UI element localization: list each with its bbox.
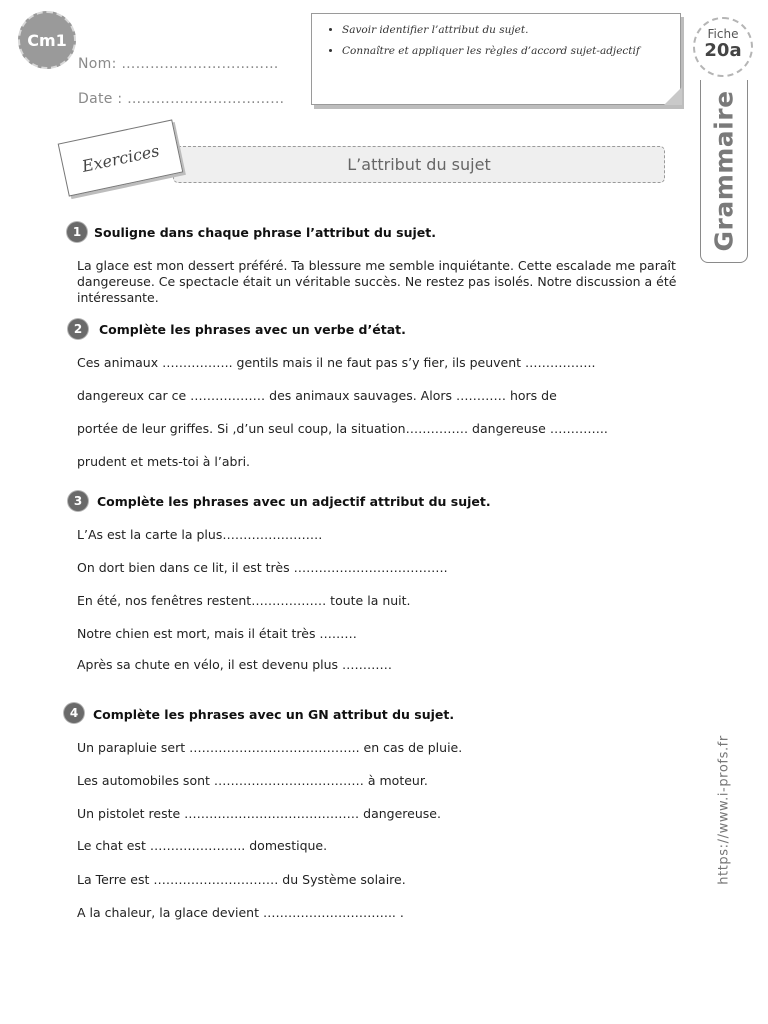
exercise-title: Souligne dans chaque phrase l’attribut du sujet. — [94, 225, 437, 240]
exercise-title: Complète les phrases avec un adjectif attribut du sujet. — [97, 494, 491, 509]
exercise-line: L’As est la carte la plus…………………… — [77, 527, 323, 542]
fiche-badge — [693, 17, 753, 77]
objectives-list — [324, 20, 672, 62]
exercise-line: La Terre est ………………………… du Système solaire. — [77, 872, 406, 887]
exercise-line: En été, nos fenêtres restent……………… toute la nuit. — [77, 593, 411, 608]
exercise-line: Après sa chute en vélo, il est devenu plus ………… — [77, 657, 393, 672]
exercise-number-badge: 2 — [68, 319, 88, 339]
name-field: Nom: …………………………… — [78, 56, 279, 72]
exercise-line: Un pistolet reste …………………………………… dangereuse. — [77, 806, 441, 821]
page-curl-decoration — [664, 87, 682, 105]
exercise-title: Complète les phrases avec un GN attribut du sujet. — [93, 707, 455, 722]
exercise-paragraph: La glace est mon dessert préféré. Ta blessure me semble inquiétante. Cette escalade me paraît dangereuse. Ce spectacle était un véritable succès. Ne restez pas isolés. Notre discussion a été intéressante. — [77, 258, 677, 305]
exercise-line: Un parapluie sert ………………………………….. en cas de pluie. — [77, 740, 463, 755]
exercise-line: Les automobiles sont ……………………………… à moteur. — [77, 773, 428, 788]
exercise-number-badge: 1 — [67, 222, 87, 242]
worksheet-title: L’attribut du sujet — [173, 146, 665, 183]
date-field: Date : …………………………… — [78, 91, 285, 107]
subject-tab-label: Grammaire — [709, 90, 739, 252]
objective-item: • Connaître et appliquer les règles d’accord sujet-adjectif — [342, 41, 672, 62]
exercise-line: Notre chien est mort, mais il était très ……… — [77, 626, 357, 641]
objective-item: • Savoir identifier l’attribut du sujet. — [342, 20, 672, 41]
exercise-title: Complète les phrases avec un verbe d’état. — [99, 322, 406, 337]
exercise-line: On dort bien dans ce lit, il est très ………………………………. — [77, 560, 448, 575]
objectives-card — [311, 13, 681, 105]
exercise-line: dangereux car ce ……………… des animaux sauvages. Alors ………… hors de — [77, 388, 557, 403]
exercise-number-badge: 3 — [68, 491, 88, 511]
exercise-line: Le chat est ………………….. domestique. — [77, 838, 328, 853]
fiche-number: 20a — [704, 40, 742, 61]
exercise-line: portée de leur griffes. Si ,d’un seul coup, la situation…………… dangereuse ………….. — [77, 421, 608, 436]
exercise-line: A la chaleur, la glace devient ………………………….. . — [77, 905, 404, 920]
exercise-line: Ces animaux …………….. gentils mais il ne faut pas s’y fier, ils peuvent …………….. — [77, 355, 596, 370]
exercise-number-badge: 4 — [64, 703, 84, 723]
subject-tab — [700, 80, 748, 263]
fiche-label: Fiche — [707, 27, 739, 41]
exercices-label: Exercices — [58, 119, 184, 196]
source-url: https://www.i-profs.fr — [716, 735, 732, 885]
level-badge: Cm1 — [18, 11, 76, 69]
exercise-line: prudent et mets-toi à l’abri. — [77, 454, 251, 469]
